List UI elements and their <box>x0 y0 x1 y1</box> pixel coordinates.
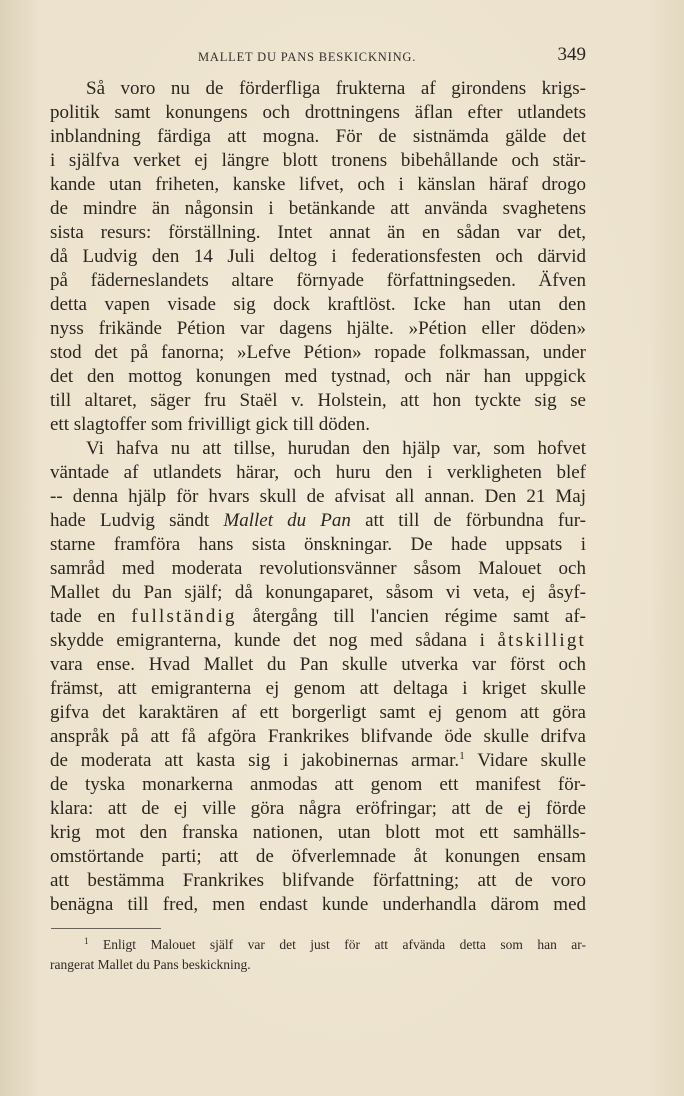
text-line: de mindre än någonsin i betänkande att använda svaghetens <box>50 198 586 219</box>
text-line: anspråk på att få afgöra Frankrikes blifvande öde skulle drifva <box>50 726 586 747</box>
running-head <box>50 44 586 70</box>
text-line: att bestämma Frankrikes blifvande författning; att de voro <box>50 870 586 891</box>
text-line: nyss frikände Pétion var dagens hjälte. »Pétion eller döden» <box>50 318 586 339</box>
text-segment: tade en <box>50 606 132 627</box>
text-line <box>50 749 586 773</box>
text-line: vara ense. Hvad Mallet du Pan skulle utverka var först och <box>50 654 586 675</box>
text-line: Vi hafva nu att tillse, hurudan den hjälp var, som hofvet <box>86 438 586 459</box>
running-title: MALLET DU PANS BESKICKNING. <box>198 50 417 64</box>
text-line: omstörtande parti; att de öfverlemnade åt konungen ensam <box>50 846 586 867</box>
footnote-line: rangerat Mallet du Pans beskickning. <box>50 957 251 972</box>
text-line: Mallet du Pan själf; då konungaparet, såsom vi veta, ej åsyf- <box>50 582 586 603</box>
text-line: politik samt konungens och drottningens äflan efter utlandets <box>50 102 586 123</box>
text-line: stod det på fanorna; »Lefve Pétion» ropade folkmassan, under <box>50 342 586 363</box>
text-line: samråd med moderata revolutionsvänner såsom Malouet och <box>50 558 586 579</box>
text-line: då Ludvig den 14 Juli deltog i federationsfesten och därvid <box>50 246 586 267</box>
page-number: 349 <box>557 44 586 65</box>
footnote-line <box>50 935 586 955</box>
spaced-emphasis: fullständig <box>131 606 237 627</box>
text-line <box>50 629 586 653</box>
footnote-marker: 1 <box>84 936 89 946</box>
text-line: till altaret, säger fru Staël v. Holstein, att hon tyckte sig se <box>50 390 586 411</box>
text-segment: hade Ludvig sändt <box>50 510 224 531</box>
footnote-text: Enligt Malouet själf var det just för att afvända detta som han ar- <box>102 937 586 952</box>
text-line: väntade af utlandets härar, och huru den i verkligheten blef <box>50 462 586 483</box>
text-line: sista resurs: förställning. Intet annat än en sådan var det, <box>50 222 586 243</box>
text-line: benägna till fred, men endast kunde underhandla därom med <box>50 894 586 915</box>
text-line: ett slagtoffer som frivilligt gick till döden. <box>50 414 370 435</box>
text-line <box>50 509 586 533</box>
text-segment: återgång till l'ancien régime samt af- <box>236 606 586 627</box>
text-segment: skydde emigranterna, kunde det nog med sådana i <box>50 630 498 651</box>
text-line: krig mot den franska nationen, utan blott mot ett samhälls- <box>50 822 586 843</box>
footnote-reference: 1 <box>459 750 465 762</box>
text-line: på fäderneslandets altare förnyade författningseden. Äfven <box>50 270 586 291</box>
text-line: de tyska monarkerna anmodas att genom ett manifest för- <box>50 774 586 795</box>
text-segment: de moderata att kasta sig i jakobinernas armar. <box>50 750 460 771</box>
text-segment: att till de förbundna fur- <box>350 510 586 531</box>
italic-name: Mallet du Pan <box>223 510 351 531</box>
text-line: Så voro nu de förderfliga frukterna af girondens krigs- <box>86 78 586 99</box>
footnote-divider <box>51 928 161 929</box>
text-line <box>50 605 586 629</box>
text-line: det den mottog konungen med tystnad, och när han uppgick <box>50 366 586 387</box>
text-line: gifva det karaktären af ett borgerligt samt ej genom att göra <box>50 702 586 723</box>
body-text <box>50 77 586 917</box>
text-line: klara: att de ej ville göra några eröfringar; att de ej förde <box>50 798 586 819</box>
text-line: främst, att emigranterna ej genom att deltaga i kriget skulle <box>50 678 586 699</box>
spaced-emphasis: åtskilligt <box>497 630 586 651</box>
text-line: i själfva verket ej längre blott tronens bibehållande och stär- <box>50 150 586 171</box>
text-line: starne framföra hans sista önskningar. De hade uppsats i <box>50 534 586 555</box>
text-line: -- denna hjälp för hvars skull de afvisat all annan. Den 21 Maj <box>50 486 586 507</box>
footnotes <box>50 935 586 975</box>
text-line: kande utan friheten, kanske lifvet, och i känslan häraf drogo <box>50 174 586 195</box>
text-line: inblandning färdiga att mogna. För de sistnämda gälde det <box>50 126 586 147</box>
text-line: detta vapen visade sig dock kraftlöst. Icke han utan den <box>50 294 586 315</box>
text-segment: Vidare skulle <box>464 750 586 771</box>
